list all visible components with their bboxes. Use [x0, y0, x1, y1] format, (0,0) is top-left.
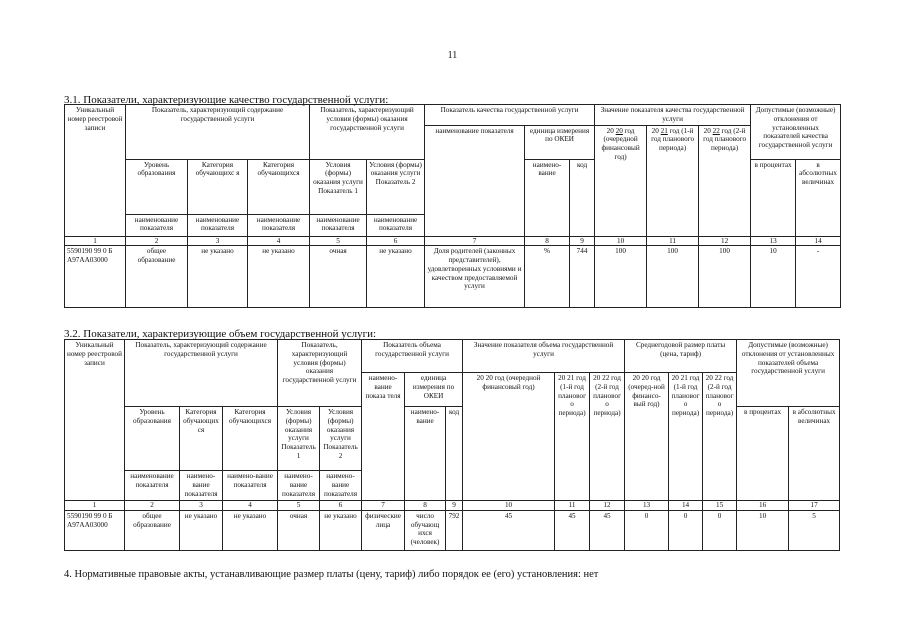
header-year-3: 20 22 год (2-й год планового периода)	[699, 125, 751, 236]
column-number: 1	[65, 236, 126, 246]
column-number: 10	[595, 236, 647, 246]
column-number: 7	[425, 236, 525, 246]
header-volume-year-1: 20 20 год (очередной финансовый год)	[463, 373, 555, 501]
cell-level: общее образование	[125, 510, 180, 550]
column-number: 9	[570, 236, 595, 246]
column-number: 8	[405, 501, 446, 511]
cell-condition-2: не указано	[367, 246, 425, 308]
header-value-group: Значение показателя объема государственной услуги	[463, 340, 625, 373]
section-title-volume: 3.2. Показатели, характеризующие объем государственной услуги:	[64, 328, 377, 340]
cell-condition-1: очная	[278, 510, 320, 550]
cell-value-year-3: 100	[699, 246, 751, 308]
column-number: 10	[463, 501, 555, 511]
column-number: 11	[555, 501, 590, 511]
column-number: 4	[223, 501, 278, 511]
header-level-of-education: Уровень образования	[126, 159, 188, 214]
header-year-1: 20 20 год (очередной финансовый год)	[595, 125, 647, 236]
header-quality-group: Показатель качества государственной услуги	[425, 105, 595, 126]
header-student-category-1: Категория обучающих ся	[180, 407, 223, 471]
header-deviation-group: Допустимые (возможные) отклонения от установленных показателей объема государственной услуги	[737, 340, 840, 407]
header-conditions-1: Условия (формы) оказания услуги Показатель 1	[310, 159, 367, 214]
header-name-short: наимено-вание показателя	[278, 471, 320, 501]
cell-unit: %	[525, 246, 570, 308]
cell-condition-1: очная	[310, 246, 367, 308]
cell-indicator: Доля родителей (законных представителей), удовлетворенных условиями и качеством предоставляемой услуги	[425, 246, 525, 308]
cell-value-year-1: 100	[595, 246, 647, 308]
header-student-category-2: Категория обучающихся	[248, 159, 310, 214]
normative-acts-note: 4. Нормативные правовые акты, устанавливающие размер платы (цену, тариф) либо порядок ее (его) установления: нет	[64, 569, 599, 580]
column-number: 13	[751, 236, 796, 246]
cell-volume-year-1: 45	[463, 510, 555, 550]
column-number: 4	[248, 236, 310, 246]
header-value-group: Значение показателя качества государственной услуги	[595, 105, 751, 126]
header-unit-okei: единица измерения по ОКЕИ	[405, 373, 463, 407]
volume-indicators-table	[64, 339, 840, 551]
header-year-2: 20 21 год (1-й год планового периода)	[647, 125, 699, 236]
column-number: 16	[737, 501, 789, 511]
column-number: 7	[362, 501, 405, 511]
cell-volume-year-2: 45	[555, 510, 590, 550]
column-number: 12	[590, 501, 625, 511]
header-fee-year-2: 20 21 год (1-й год планового периода)	[669, 373, 703, 501]
cell-condition-2: не указано	[320, 510, 362, 550]
cell-okei-code: 792	[446, 510, 463, 550]
column-number: 9	[446, 501, 463, 511]
cell-deviation-absolute: 5	[789, 510, 840, 550]
header-volume-year-3: 20 22 год (2-й год планового периода)	[590, 373, 625, 501]
cell-deviation-absolute: -	[796, 246, 841, 308]
header-deviation-group: Допустимые (возможные) отклонения от установленных показателей качества государственной услуги	[751, 105, 841, 160]
column-number: 8	[525, 236, 570, 246]
cell-fee-year-1: 0	[625, 510, 669, 550]
column-number: 14	[669, 501, 703, 511]
column-number: 6	[320, 501, 362, 511]
header-unit-name: наимено-вание	[525, 159, 570, 236]
page-number: 11	[447, 50, 458, 61]
header-indicator-name: наимено-вание показа теля	[362, 373, 405, 501]
cell-deviation-percent: 10	[751, 246, 796, 308]
header-conditions-1: Условия (формы) оказания услуги Показатель 1	[278, 407, 320, 471]
cell-indicator: физические лица	[362, 510, 405, 550]
header-name-short: наимено-вание показателя	[320, 471, 362, 501]
cell-okei-code: 744	[570, 246, 595, 308]
column-number: 3	[180, 501, 223, 511]
column-number: 14	[796, 236, 841, 246]
header-name-of-indicator: наименование показателя	[125, 471, 180, 501]
column-number: 5	[278, 501, 320, 511]
header-conditions-group: Показатель, характеризующий условия (формы) оказания государственной услуги	[310, 105, 425, 160]
cell-unit: число обучающ ихся (человек)	[405, 510, 446, 550]
header-in-percent: в процентах	[737, 407, 789, 501]
column-number: 3	[188, 236, 248, 246]
column-number: 11	[647, 236, 699, 246]
header-name-of-indicator: наименование показателя	[126, 214, 188, 236]
table-row	[65, 510, 840, 550]
column-number: 2	[125, 501, 180, 511]
header-unique-number: Уникальный номер реестровой записи	[65, 340, 125, 501]
cell-value-year-2: 100	[647, 246, 699, 308]
header-content-group: Показатель, характеризующий содержание государственной услуги	[126, 105, 310, 160]
header-conditions-group: Показатель, характеризующий условия (формы) оказания государственной услуги	[278, 340, 362, 407]
header-in-percent: в процентах	[751, 159, 796, 236]
header-conditions-2: Условия (формы) оказания услуги Показатель 2	[320, 407, 362, 471]
header-in-absolute: в абсолютных величинах	[796, 159, 841, 236]
table-row	[65, 246, 841, 308]
header-fee-year-3: 20 22 год (2-й год планового периода)	[703, 373, 737, 501]
section-title-quality: 3.1. Показатели, характеризующие качество государственной услуги:	[64, 94, 389, 106]
header-fee-group: Среднегодовой размер платы (цена, тариф)	[625, 340, 737, 373]
header-conditions-2: Условия (формы) оказания услуги Показатель 2	[367, 159, 425, 214]
header-unit-code: код	[570, 159, 595, 236]
column-number: 5	[310, 236, 367, 246]
header-name-of-indicator: наименование показателя	[310, 214, 367, 236]
cell-level: общее образование	[126, 246, 188, 308]
header-unit-code: код	[446, 407, 463, 501]
header-unit-okei: единица измерения по ОКЕИ	[525, 125, 595, 159]
cell-volume-year-3: 45	[590, 510, 625, 550]
cell-category-1: не указано	[180, 510, 223, 550]
cell-registry-code: 5590190 99 0 Б А97АА03000	[65, 510, 125, 550]
header-unit-name: наимено-вание	[405, 407, 446, 501]
cell-deviation-percent: 10	[737, 510, 789, 550]
cell-category-2: не указано	[248, 246, 310, 308]
quality-indicators-table	[64, 104, 841, 308]
header-fee-year-1: 20 20 год (очеред-ной финансо-вый год)	[625, 373, 669, 501]
header-in-absolute: в абсолютных величинах	[789, 407, 840, 501]
header-unique-number: Уникальный номер реестровой записи	[65, 105, 126, 237]
cell-category-2: не указано	[223, 510, 278, 550]
cell-registry-code: 5590190 99 0 Б А97АА03000	[65, 246, 126, 308]
header-name-short: наимено-вание показателя	[223, 471, 278, 501]
column-number: 12	[699, 236, 751, 246]
header-student-category-1: Категория обучающихс я	[188, 159, 248, 214]
column-number: 1	[65, 501, 125, 511]
header-indicator-name: наименование показателя	[425, 125, 525, 236]
header-volume-year-2: 20 21 год (1-й год планового периода)	[555, 373, 590, 501]
header-name-of-indicator: наименование показателя	[367, 214, 425, 236]
column-number: 15	[703, 501, 737, 511]
cell-fee-year-2: 0	[669, 510, 703, 550]
column-number: 13	[625, 501, 669, 511]
cell-fee-year-3: 0	[703, 510, 737, 550]
header-name-of-indicator: наименование показателя	[248, 214, 310, 236]
header-level-of-education: Уровень образования	[125, 407, 180, 471]
column-number: 6	[367, 236, 425, 246]
cell-category-1: не указано	[188, 246, 248, 308]
header-name-short: наимено-вание показателя	[180, 471, 223, 501]
column-number: 17	[789, 501, 840, 511]
header-student-category-2: Категория обучающихся	[223, 407, 278, 471]
header-content-group: Показатель, характеризующий содержание государственной услуги	[125, 340, 278, 407]
header-name-of-indicator: наименование показателя	[188, 214, 248, 236]
column-number: 2	[126, 236, 188, 246]
header-volume-group: Показатель объема государственной услуги	[362, 340, 463, 373]
